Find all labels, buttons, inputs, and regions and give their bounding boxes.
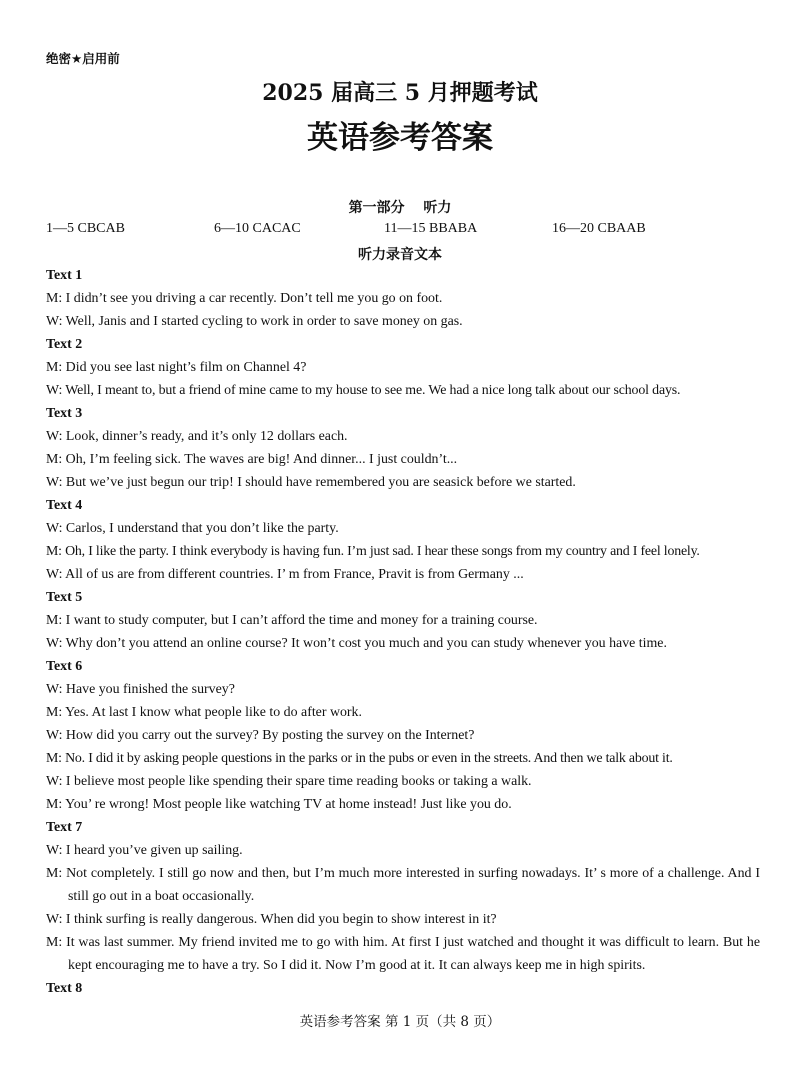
page-footer: 英语参考答案 第 1 页（共 8 页） (299, 1014, 501, 1030)
dialogue-line: W: All of us are from different countries. I’ m from France, Pravit is from Germany ... (46, 567, 524, 582)
transcript-body (46, 264, 760, 1000)
section-title: 第一部分 听力 (348, 200, 452, 216)
dialogue-line: M: Oh, I’m feeling sick. The waves are big! And dinner... I just couldn’t... (46, 452, 458, 467)
document-title: 英语参考答案 (307, 120, 493, 156)
dialogue-line: M: Oh, I like the party. I think everybody is having fun. I’m just sad. I hear these songs from my country and I feel lonely. (46, 544, 700, 559)
answer-group: 6—10 CACAC (214, 221, 301, 236)
transcript-title: 听力录音文本 (358, 247, 442, 263)
dialogue-line: W: But we’ve just begun our trip! I should have remembered you are seasick before we started. (46, 475, 576, 490)
text-label: Text 4 (46, 498, 83, 513)
dialogue-line: W: Carlos, I understand that you don’t like the party. (46, 521, 339, 536)
dialogue-line: W: I think surfing is really dangerous. When did you begin to show interest in it? (46, 912, 497, 927)
answer-group: 11—15 BBABA (384, 221, 478, 236)
dialogue-line: W: Well, Janis and I started cycling to work in order to save money on gas. (46, 314, 463, 329)
text-label: Text 3 (46, 406, 83, 421)
dialogue-line: M: Not completely. I still go now and then, but I’m much more interested in surfing nowadays. It’ s more of a challenge. And I still go out in a boat occasionally. (46, 866, 760, 904)
text-label: Text 7 (46, 820, 83, 835)
answer-group: 16—20 CBAAB (552, 221, 646, 236)
dialogue-line: M: It was last summer. My friend invited me to go with him. At first I just watched and thought it was difficult to learn. But he kept encouraging me to have a try. So I did it. Now I’m good at it. It can always keep me in high spirits. (46, 935, 760, 973)
dialogue-line: M: You’ re wrong! Most people like watching TV at home instead! Just like you do. (46, 797, 512, 812)
answer-key-row (0, 221, 800, 239)
dialogue-line: M: Did you see last night’s film on Channel 4? (46, 360, 307, 375)
dialogue-line: W: Have you finished the survey? (46, 682, 235, 697)
dialogue-line: W: Well, I meant to, but a friend of mine came to my house to see me. We had a nice long talk about our school days. (46, 383, 681, 398)
dialogue-line: M: I want to study computer, but I can’t afford the time and money for a training course. (46, 613, 538, 628)
dialogue-line: W: I believe most people like spending their spare time reading books or taking a walk. (46, 774, 532, 789)
dialogue-line: W: Why don’t you attend an online course? It won’t cost you much and you can study whenever you have time. (46, 636, 667, 651)
dialogue-line: W: Look, dinner’s ready, and it’s only 12 dollars each. (46, 429, 348, 444)
text-label: Text 2 (46, 337, 83, 352)
text-label: Text 6 (46, 659, 83, 674)
dialogue-line: M: No. I did it by asking people questions in the parks or in the pubs or even in the streets. And then we talk about it. (46, 751, 673, 766)
answer-group: 1—5 CBCAB (46, 221, 125, 236)
text-label: Text 1 (46, 268, 83, 283)
text-label: Text 5 (46, 590, 83, 605)
dialogue-line: M: Yes. At last I know what people like to do after work. (46, 705, 362, 720)
dialogue-line: M: I didn’t see you driving a car recently. Don’t tell me you go on foot. (46, 291, 443, 306)
exam-title: 2025 届高三 5 月押题考试 (262, 80, 538, 106)
confidential-mark: 绝密★启用前 (46, 51, 120, 66)
dialogue-line: W: How did you carry out the survey? By posting the survey on the Internet? (46, 728, 475, 743)
text-label: Text 8 (46, 981, 83, 996)
dialogue-line: W: I heard you’ve given up sailing. (46, 843, 243, 858)
